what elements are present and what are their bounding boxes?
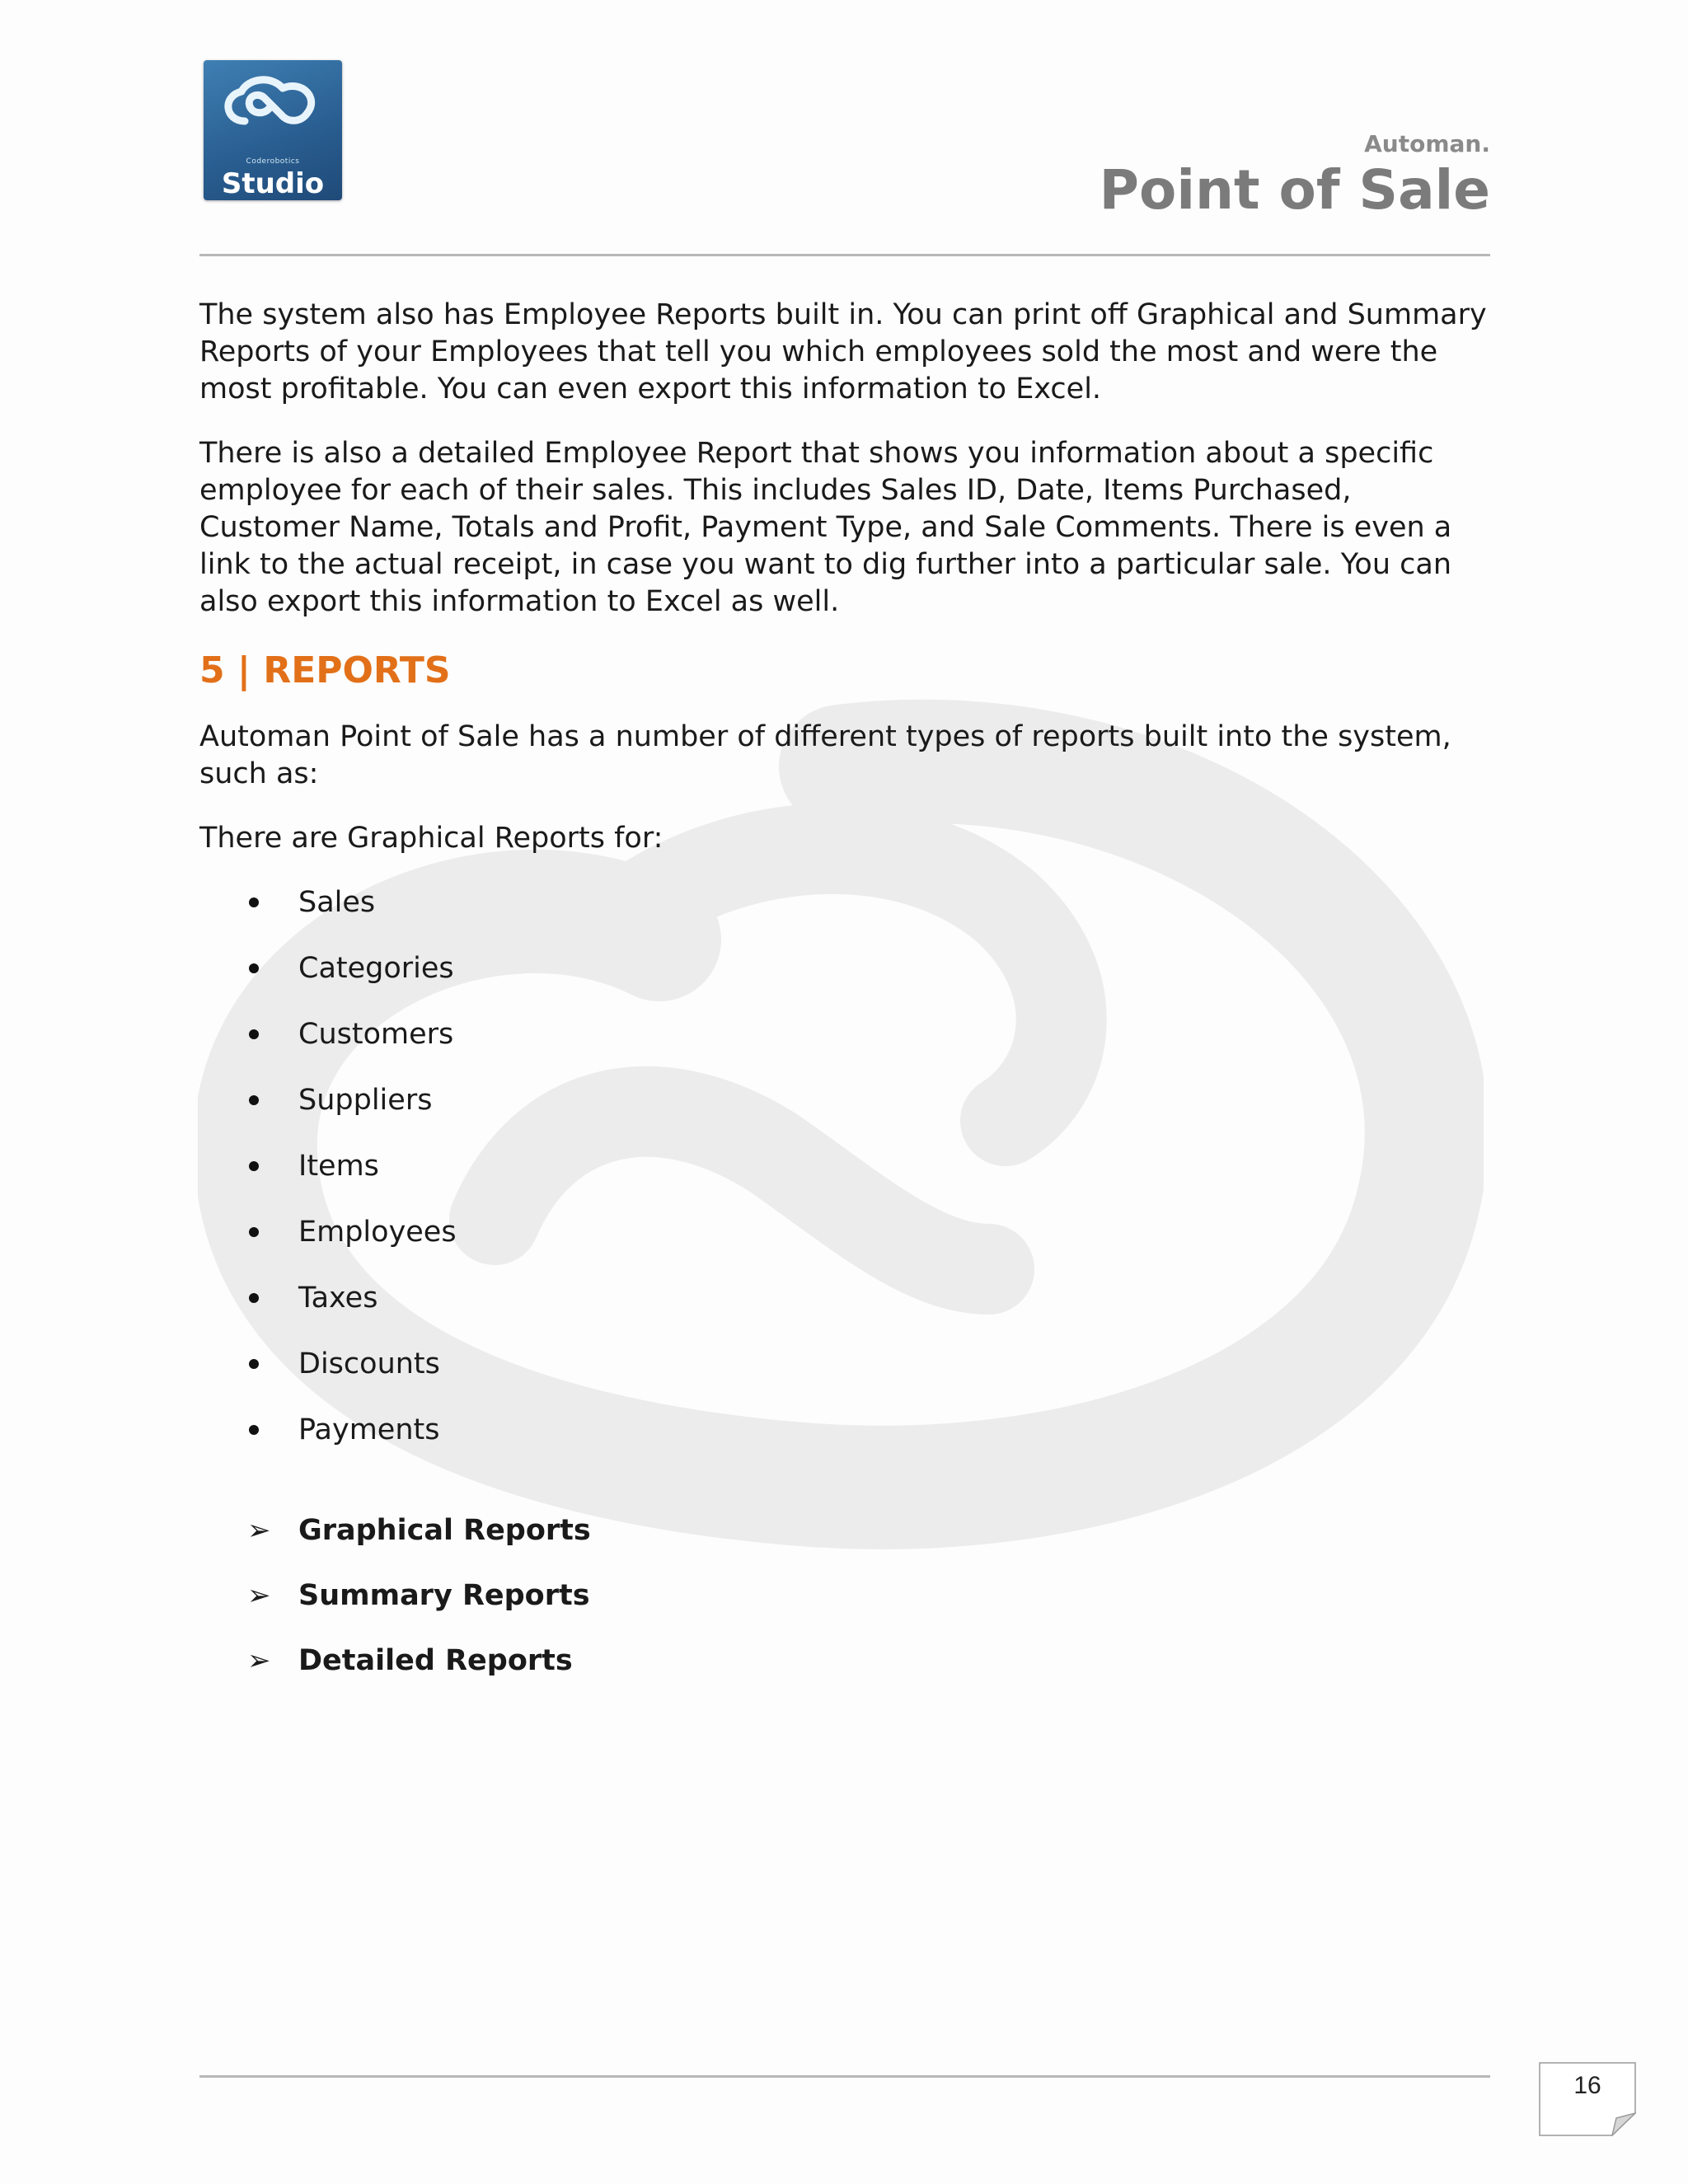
list-item bbox=[199, 950, 1493, 1016]
list-item-label: Sales bbox=[298, 886, 376, 919]
document-body bbox=[199, 297, 1493, 1708]
document-title: Point of Sale bbox=[1099, 158, 1490, 222]
list-item-label: Employees bbox=[298, 1216, 457, 1249]
list-item bbox=[199, 1082, 1493, 1148]
bullet-icon bbox=[249, 1029, 259, 1039]
list-item-label: Items bbox=[298, 1150, 379, 1183]
list-item-label: Suppliers bbox=[298, 1084, 433, 1117]
list-item bbox=[199, 1214, 1493, 1280]
brand-name: Automan. bbox=[1364, 130, 1490, 157]
list-item bbox=[199, 1643, 1493, 1708]
bullet-icon bbox=[249, 1359, 259, 1369]
bullet-icon bbox=[249, 1227, 259, 1237]
list-item-label: Payments bbox=[298, 1413, 440, 1446]
header-divider bbox=[199, 254, 1490, 256]
list-item-label: Customers bbox=[298, 1018, 454, 1051]
footer-divider bbox=[199, 2075, 1490, 2078]
list-item bbox=[199, 1280, 1493, 1346]
list-item bbox=[199, 884, 1493, 950]
page-number: 16 bbox=[1573, 2072, 1601, 2099]
arrow-bullet-icon: ➢ bbox=[247, 1579, 271, 1612]
bullet-icon bbox=[249, 1425, 259, 1435]
bullet-icon bbox=[249, 1293, 259, 1303]
arrow-bullet-icon: ➢ bbox=[247, 1514, 271, 1547]
cloud-loop-icon bbox=[204, 60, 342, 159]
list-item-label: Taxes bbox=[298, 1282, 378, 1315]
page-number-box bbox=[1539, 2062, 1636, 2136]
list-item-label: Discounts bbox=[298, 1347, 440, 1380]
list-item-label: Categories bbox=[298, 952, 454, 985]
graphical-report-list bbox=[199, 884, 1493, 1478]
list-item bbox=[199, 1148, 1493, 1214]
bullet-icon bbox=[249, 898, 259, 907]
arrow-bullet-icon: ➢ bbox=[247, 1644, 271, 1677]
list-item bbox=[199, 1016, 1493, 1082]
report-type-list bbox=[199, 1512, 1493, 1708]
bullet-icon bbox=[249, 1095, 259, 1105]
list-item bbox=[199, 1412, 1493, 1478]
list-item bbox=[199, 1346, 1493, 1412]
logo-tagline: Coderobotics bbox=[246, 157, 300, 166]
list-item bbox=[199, 1512, 1493, 1577]
list-item-label: Graphical Reports bbox=[298, 1514, 591, 1547]
paragraph-employee-reports: The system also has Employee Reports built in. You can print off Graphical and Summary Reports of your Employees that tell you which employees sold the most and were the most profitable. You can even export this information to Excel. bbox=[199, 298, 1487, 405]
list-item-label: Detailed Reports bbox=[298, 1644, 573, 1677]
paragraph-reports-intro: Automan Point of Sale has a number of different types of reports built into the system, such as: bbox=[199, 720, 1451, 790]
list-item-label: Summary Reports bbox=[298, 1579, 590, 1612]
company-logo bbox=[204, 60, 342, 200]
bullet-icon bbox=[249, 963, 259, 973]
bullet-icon bbox=[249, 1161, 259, 1171]
list-item bbox=[199, 1577, 1493, 1643]
paragraph-graphical-intro: There are Graphical Reports for: bbox=[199, 822, 663, 855]
logo-wordmark: Studio bbox=[221, 167, 325, 200]
paragraph-detailed-employee-report: There is also a detailed Employee Report that shows you information about a specific employee for each of their sales. This includes Sales ID, Date, Items Purchased, Customer Name, Totals and Profit, Payment Type, and Sale Comments. There is even a link to the actual receipt, in case you want to dig further into a particular sale. You can also export this information to Excel as well. bbox=[199, 437, 1452, 618]
section-heading: 5 | REPORTS bbox=[199, 649, 451, 691]
